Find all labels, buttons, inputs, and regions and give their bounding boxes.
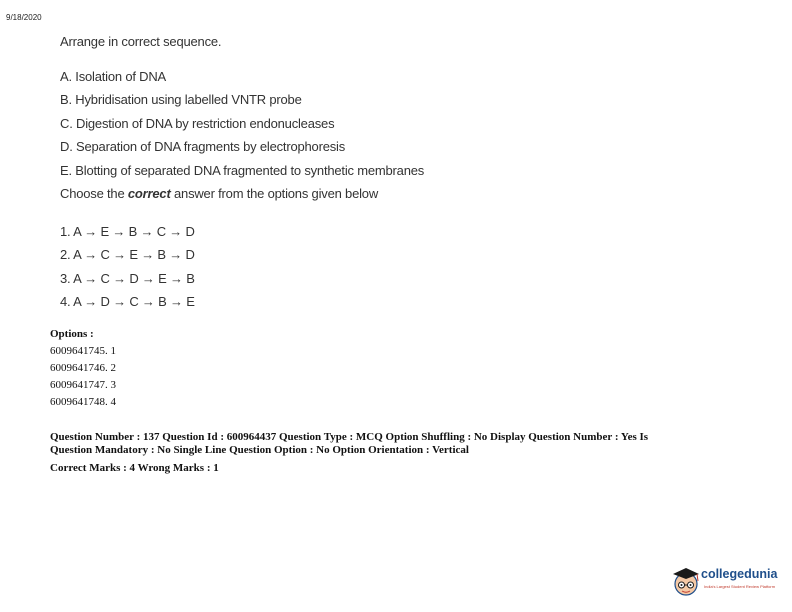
question-prompt: Arrange in correct sequence. xyxy=(60,34,222,49)
choice-3: 3. A → C → D → E → B xyxy=(60,270,195,286)
options-header: Options : xyxy=(50,328,94,340)
print-date: 9/18/2020 xyxy=(6,13,42,22)
statement-d: D. Separation of DNA fragments by electrophoresis xyxy=(60,139,346,154)
marks-line: Correct Marks : 4 Wrong Marks : 1 xyxy=(50,462,219,474)
brand-tagline: India's Largest Student Review Platform xyxy=(704,584,776,589)
choice-1: 1. A → E → B → C → D xyxy=(60,223,195,239)
answer-choices xyxy=(60,220,480,314)
choice-4: 4. A → D → C → B → E xyxy=(60,294,195,309)
option-item: 6009641745. 1 xyxy=(50,345,116,357)
graduate-mascot-icon xyxy=(670,564,702,598)
instruction-text-end: answer from the options given below xyxy=(170,186,379,201)
option-item: 6009641748. 4 xyxy=(50,396,116,408)
option-item: 6009641747. 3 xyxy=(50,379,116,391)
collegedunia-logo xyxy=(670,562,785,602)
statement-a: A. Isolation of DNA xyxy=(60,68,167,84)
instruction-emphasis: correct xyxy=(127,186,171,201)
metadata-line-2: Question Mandatory : No Single Line Question Option : No Option Orientation : Vertical xyxy=(50,444,469,456)
statement-e: E. Blotting of separated DNA fragmented to synthetic membranes xyxy=(60,162,425,178)
statement-c: C. Digestion of DNA by restriction endonucleases xyxy=(60,115,335,131)
instruction-text-start: Choose the xyxy=(60,186,128,201)
option-item: 6009641746. 2 xyxy=(50,362,116,374)
question-block xyxy=(60,30,480,314)
brand-name: collegedunia xyxy=(701,567,778,581)
statement-b: B. Hybridisation using labelled VNTR probe xyxy=(60,92,302,107)
choice-2: 2. A → C → E → B → D xyxy=(60,247,195,262)
question-metadata xyxy=(50,431,750,475)
options-list xyxy=(50,326,116,411)
metadata-line-1: Question Number : 137 Question Id : 600964437 Question Type : MCQ Option Shuffling : No Display Question Number : Yes Is xyxy=(50,431,649,443)
question-instruction xyxy=(60,182,480,206)
